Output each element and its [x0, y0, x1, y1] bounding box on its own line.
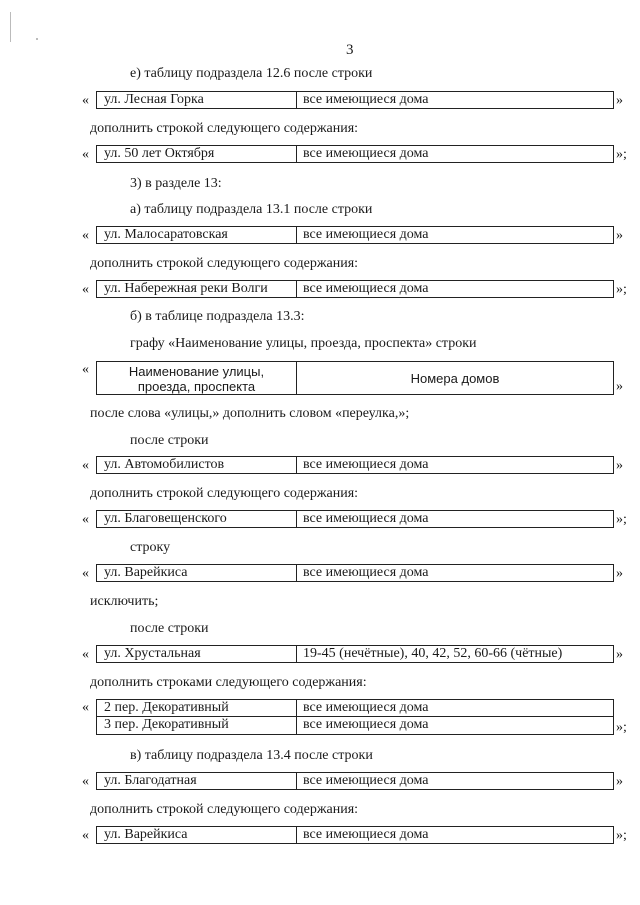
street-cell: ул. Варейкиса — [97, 565, 297, 581]
paragraph: дополнить строками следующего содержания: — [90, 675, 367, 690]
street-cell: ул. Автомобилистов — [97, 457, 297, 473]
houses-cell: все имеющиеся дома — [303, 565, 429, 580]
close-quote: » — [616, 566, 623, 581]
street-cell: ул. Благовещенского — [97, 511, 297, 527]
close-quote: »; — [616, 282, 627, 297]
table-row — [96, 91, 614, 109]
street-cell: ул. Благодатная — [97, 773, 297, 789]
header-col-street — [97, 362, 297, 394]
table-row — [96, 145, 614, 163]
open-quote: « — [82, 458, 89, 473]
table-row — [96, 226, 614, 244]
street-cell: ул. Набережная реки Волги — [97, 281, 297, 297]
paragraph: строку — [130, 540, 171, 555]
paragraph: дополнить строкой следующего содержания: — [90, 486, 359, 501]
street-cell: 2 пер. Декоративный — [97, 700, 297, 716]
paragraph: е) таблицу подраздела 12.6 после строки — [130, 66, 373, 81]
paragraph: графу «Наименование улицы, проезда, проспекта» строки — [130, 336, 477, 351]
houses-cell: все имеющиеся дома — [303, 457, 429, 472]
close-quote: » — [616, 647, 623, 662]
header-table — [96, 361, 614, 395]
close-quote: »; — [616, 512, 627, 527]
table-row — [96, 699, 614, 717]
open-quote: « — [82, 147, 89, 162]
open-quote: « — [82, 700, 89, 715]
close-quote: » — [616, 774, 623, 789]
close-quote: »; — [616, 828, 627, 843]
street-cell: ул. 50 лет Октября — [97, 146, 297, 162]
paragraph: дополнить строкой следующего содержания: — [90, 802, 359, 817]
street-cell: ул. Малосаратовская — [97, 227, 297, 243]
street-cell: ул. Варейкиса — [97, 827, 297, 843]
open-quote: « — [82, 228, 89, 243]
open-quote: « — [82, 566, 89, 581]
header-col-street-line2: проезда, проспекта — [137, 379, 256, 394]
houses-cell: все имеющиеся дома — [303, 773, 429, 788]
table-row — [96, 645, 614, 663]
close-quote: »; — [616, 147, 627, 162]
open-quote: « — [82, 828, 89, 843]
houses-cell: все имеющиеся дома — [303, 92, 429, 107]
close-quote: » — [616, 93, 623, 108]
street-cell: ул. Лесная Горка — [97, 92, 297, 108]
paragraph: 3) в разделе 13: — [130, 176, 222, 191]
header-col-street-line1: Наименование улицы, — [128, 364, 265, 379]
close-quote: » — [616, 458, 623, 473]
table-row — [96, 280, 614, 298]
table-row — [96, 564, 614, 582]
paragraph: а) таблицу подраздела 13.1 после строки — [130, 202, 373, 217]
open-quote: « — [82, 647, 89, 662]
close-quote: » — [616, 379, 623, 394]
houses-cell: все имеющиеся дома — [303, 827, 429, 842]
paragraph: б) в таблице подраздела 13.3: — [130, 309, 305, 324]
street-cell: 3 пер. Декоративный — [97, 717, 297, 734]
open-quote: « — [82, 512, 89, 527]
paragraph: после слова «улицы,» дополнить словом «переулка,»; — [90, 406, 410, 421]
table-row — [96, 456, 614, 474]
header-col-houses: Номера домов — [410, 370, 500, 386]
paragraph: в) таблицу подраздела 13.4 после строки — [130, 748, 373, 763]
close-quote: »; — [616, 720, 627, 735]
houses-cell: все имеющиеся дома — [303, 511, 429, 526]
houses-cell: 19-45 (нечётные), 40, 42, 52, 60-66 (чётные) — [303, 646, 563, 661]
houses-cell: все имеющиеся дома — [303, 717, 429, 732]
scan-mark — [36, 38, 38, 40]
table-row — [96, 717, 614, 735]
paragraph: дополнить строкой следующего содержания: — [90, 256, 359, 271]
houses-cell: все имеющиеся дома — [303, 700, 429, 715]
paragraph: после строки — [130, 433, 209, 448]
page-number: 3 — [346, 42, 354, 58]
open-quote: « — [82, 93, 89, 108]
houses-cell: все имеющиеся дома — [303, 146, 429, 161]
table-row — [96, 772, 614, 790]
paragraph: после строки — [130, 621, 209, 636]
table-row — [96, 826, 614, 844]
houses-cell: все имеющиеся дома — [303, 281, 429, 296]
table-row — [96, 510, 614, 528]
paragraph: исключить; — [90, 594, 159, 609]
open-quote: « — [82, 282, 89, 297]
scan-mark — [10, 12, 11, 42]
open-quote: « — [82, 362, 89, 377]
paragraph: дополнить строкой следующего содержания: — [90, 121, 359, 136]
houses-cell: все имеющиеся дома — [303, 227, 429, 242]
open-quote: « — [82, 774, 89, 789]
close-quote: » — [616, 228, 623, 243]
street-cell: ул. Хрустальная — [97, 646, 297, 662]
